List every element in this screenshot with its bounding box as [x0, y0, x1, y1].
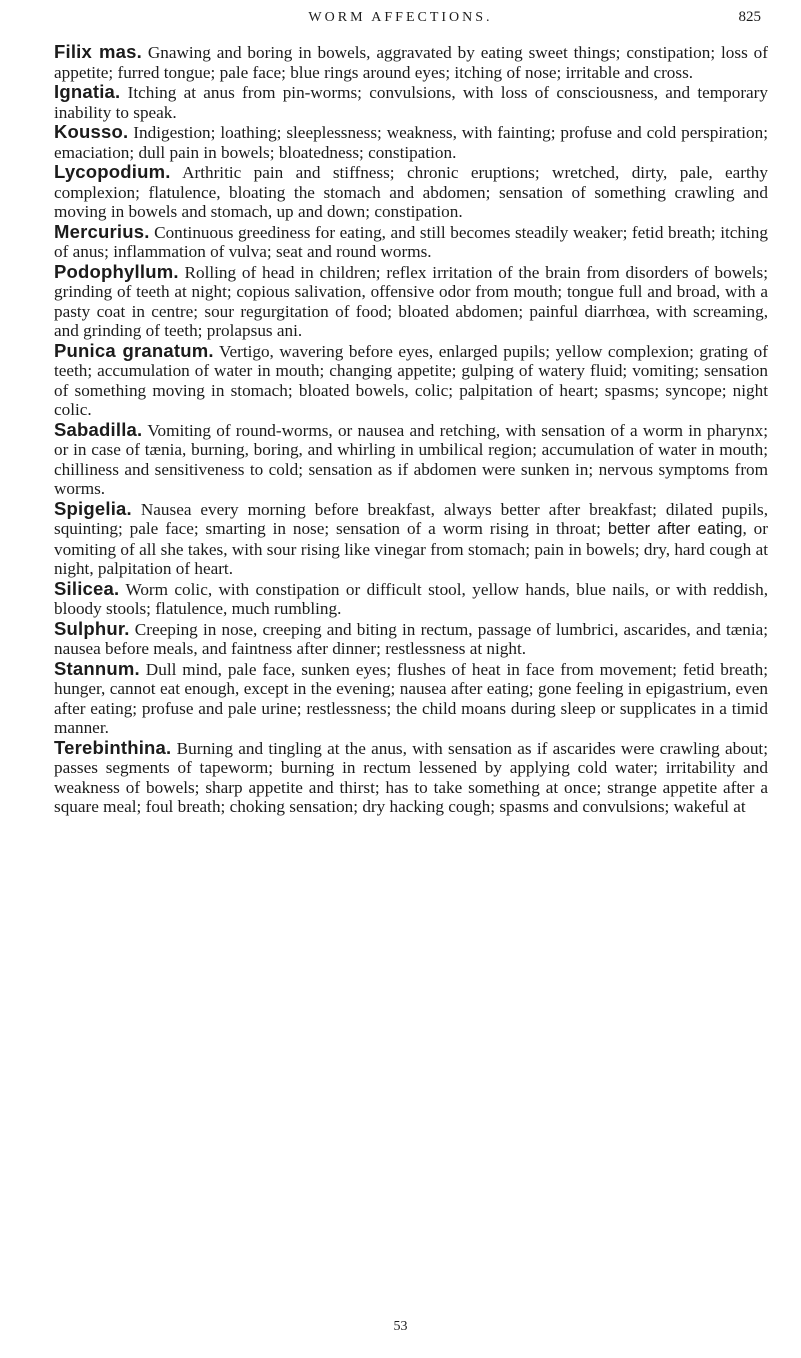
- remedy-text: Indigestion; loathing; sleeplessness; weakness, with fainting; profuse and cold perspiration; emaciation; dull pain in bowels; bloatedness; constipation.: [54, 123, 768, 162]
- remedy-text: Rolling of head in children; reflex irritation of the brain from disorders of bowels; grinding of teeth at night; copious salivation, offensive odor from mouth; tongue full and broad, with a pasty coat in centre; sour regurgitation of food; bloated abdomen; painful diarrhœa, with screaming, and grinding of teeth; prolapsus ani.: [54, 262, 768, 340]
- remedy-text: Dull mind, pale face, sunken eyes; flushes of heat in face from movement; fetid breath; hunger, cannot eat enough, except in the evening; nausea after eating; gone feeling in epigastrium, even after eating; profuse and pale urine; restlessness; the child moans during sleep or supplicates in a timid manner.: [54, 659, 768, 737]
- remedy-text-tail: , or vomiting of all she takes, with sour rising like vinegar from stomach; pain in bowels; dry, hard cough at night, palpitation of heart.: [54, 519, 768, 578]
- folio-number: 825: [738, 9, 761, 25]
- remedy-list: [54, 42, 768, 817]
- remedy-entry: [54, 162, 768, 222]
- remedy-entry: [54, 619, 768, 659]
- remedy-name: Silicea.: [54, 577, 120, 599]
- remedy-entry: [54, 499, 768, 579]
- remedy-name: Terebinthina.: [54, 736, 172, 758]
- remedy-entry: [54, 579, 768, 619]
- emphasized-phrase: better after eating: [607, 520, 743, 538]
- remedy-entry: [54, 122, 768, 162]
- signature-mark: 53: [393, 1319, 408, 1334]
- remedy-name: Mercurius.: [54, 220, 150, 242]
- remedy-name: Sabadilla.: [54, 418, 143, 440]
- remedy-text: Gnawing and boring in bowels, aggravated by eating sweet things; constipation; loss of appetite; furred tongue; pale face; blue rings around eyes; itching of nose; irritable and cross.: [54, 43, 768, 82]
- remedy-name: Punica granatum.: [54, 339, 214, 361]
- remedy-text: Vomiting of round-worms, or nausea and retching, with sensation of a worm in pharynx; or in case of tænia, burning, boring, and whirling in umbilical region; accumulation of water in mouth; chilliness and sensitiveness to cold; sensation as if abdomen were sunken in; nervous symptoms from worms.: [54, 420, 768, 498]
- remedy-entry: [54, 42, 768, 82]
- remedy-entry: [54, 420, 768, 499]
- remedy-name: Spigelia.: [54, 497, 132, 519]
- remedy-entry: [54, 82, 768, 122]
- remedy-entry: [54, 738, 768, 817]
- remedy-entry: [54, 659, 768, 738]
- remedy-entry: [54, 341, 768, 420]
- running-head: [0, 8, 801, 28]
- remedy-entry: [54, 222, 768, 262]
- remedy-text: Continuous greediness for eating, and still becomes steadily weaker; fetid breath; itching of anus; inflammation of vulva; seat and round worms.: [54, 222, 768, 261]
- remedy-text: Nausea every morning before breakfast, always better after breakfast; dilated pupils, squinting; pale face; smarting in nose; sensation of a worm rising in throat;: [54, 499, 768, 538]
- remedy-text: Vertigo, wavering before eyes, enlarged pupils; yellow complexion; grating of teeth; accumulation of water in mouth; changing appetite; gulping of watery fluid; vomiting; sensation of something moving in stomach; bloated bowels, colic; palpitation of heart; spasms; syncope; night colic.: [54, 341, 768, 419]
- remedy-text: Burning and tingling at the anus, with sensation as if ascarides were crawling about; passes segments of tapeworm; burning in rectum lessened by applying cold water; irritability and weakness of bowels; sharp appetite and thirst; has to take something at once; strange appetite after a square meal; foul breath; choking sensation; dry hacking cough; spasms and convulsions; wakeful at: [54, 738, 768, 816]
- remedy-name: Filix mas.: [54, 41, 142, 62]
- remedy-text: Creeping in nose, creeping and biting in rectum, passage of lumbrici, ascarides, and tænia; nausea before meals, and faintness after dinner; restlessness at night.: [54, 619, 768, 658]
- remedy-entry: [54, 262, 768, 341]
- remedy-text: Arthritic pain and stiffness; chronic eruptions; wretched, dirty, pale, earthy complexion; flatulence, bloating the stomach and abdomen; sensation of something crawling and moving in bowels and stomach, up and down; constipation.: [54, 163, 768, 221]
- running-title: WORM AFFECTIONS.: [308, 10, 493, 25]
- remedy-name: Lycopodium.: [54, 161, 171, 182]
- remedy-name: Kousso.: [54, 121, 129, 142]
- remedy-text: Worm colic, with constipation or difficult stool, yellow hands, blue nails, or with reddish, bloody stools; flatulence, much rumbling.: [54, 579, 768, 618]
- remedy-name: Stannum.: [54, 657, 140, 679]
- remedy-name: Ignatia.: [54, 81, 121, 102]
- remedy-name: Podophyllum.: [54, 260, 179, 282]
- remedy-name: Sulphur.: [54, 617, 130, 639]
- remedy-text: Itching at anus from pin-worms; convulsions, with loss of consciousness, and temporary inability to speak.: [54, 83, 768, 122]
